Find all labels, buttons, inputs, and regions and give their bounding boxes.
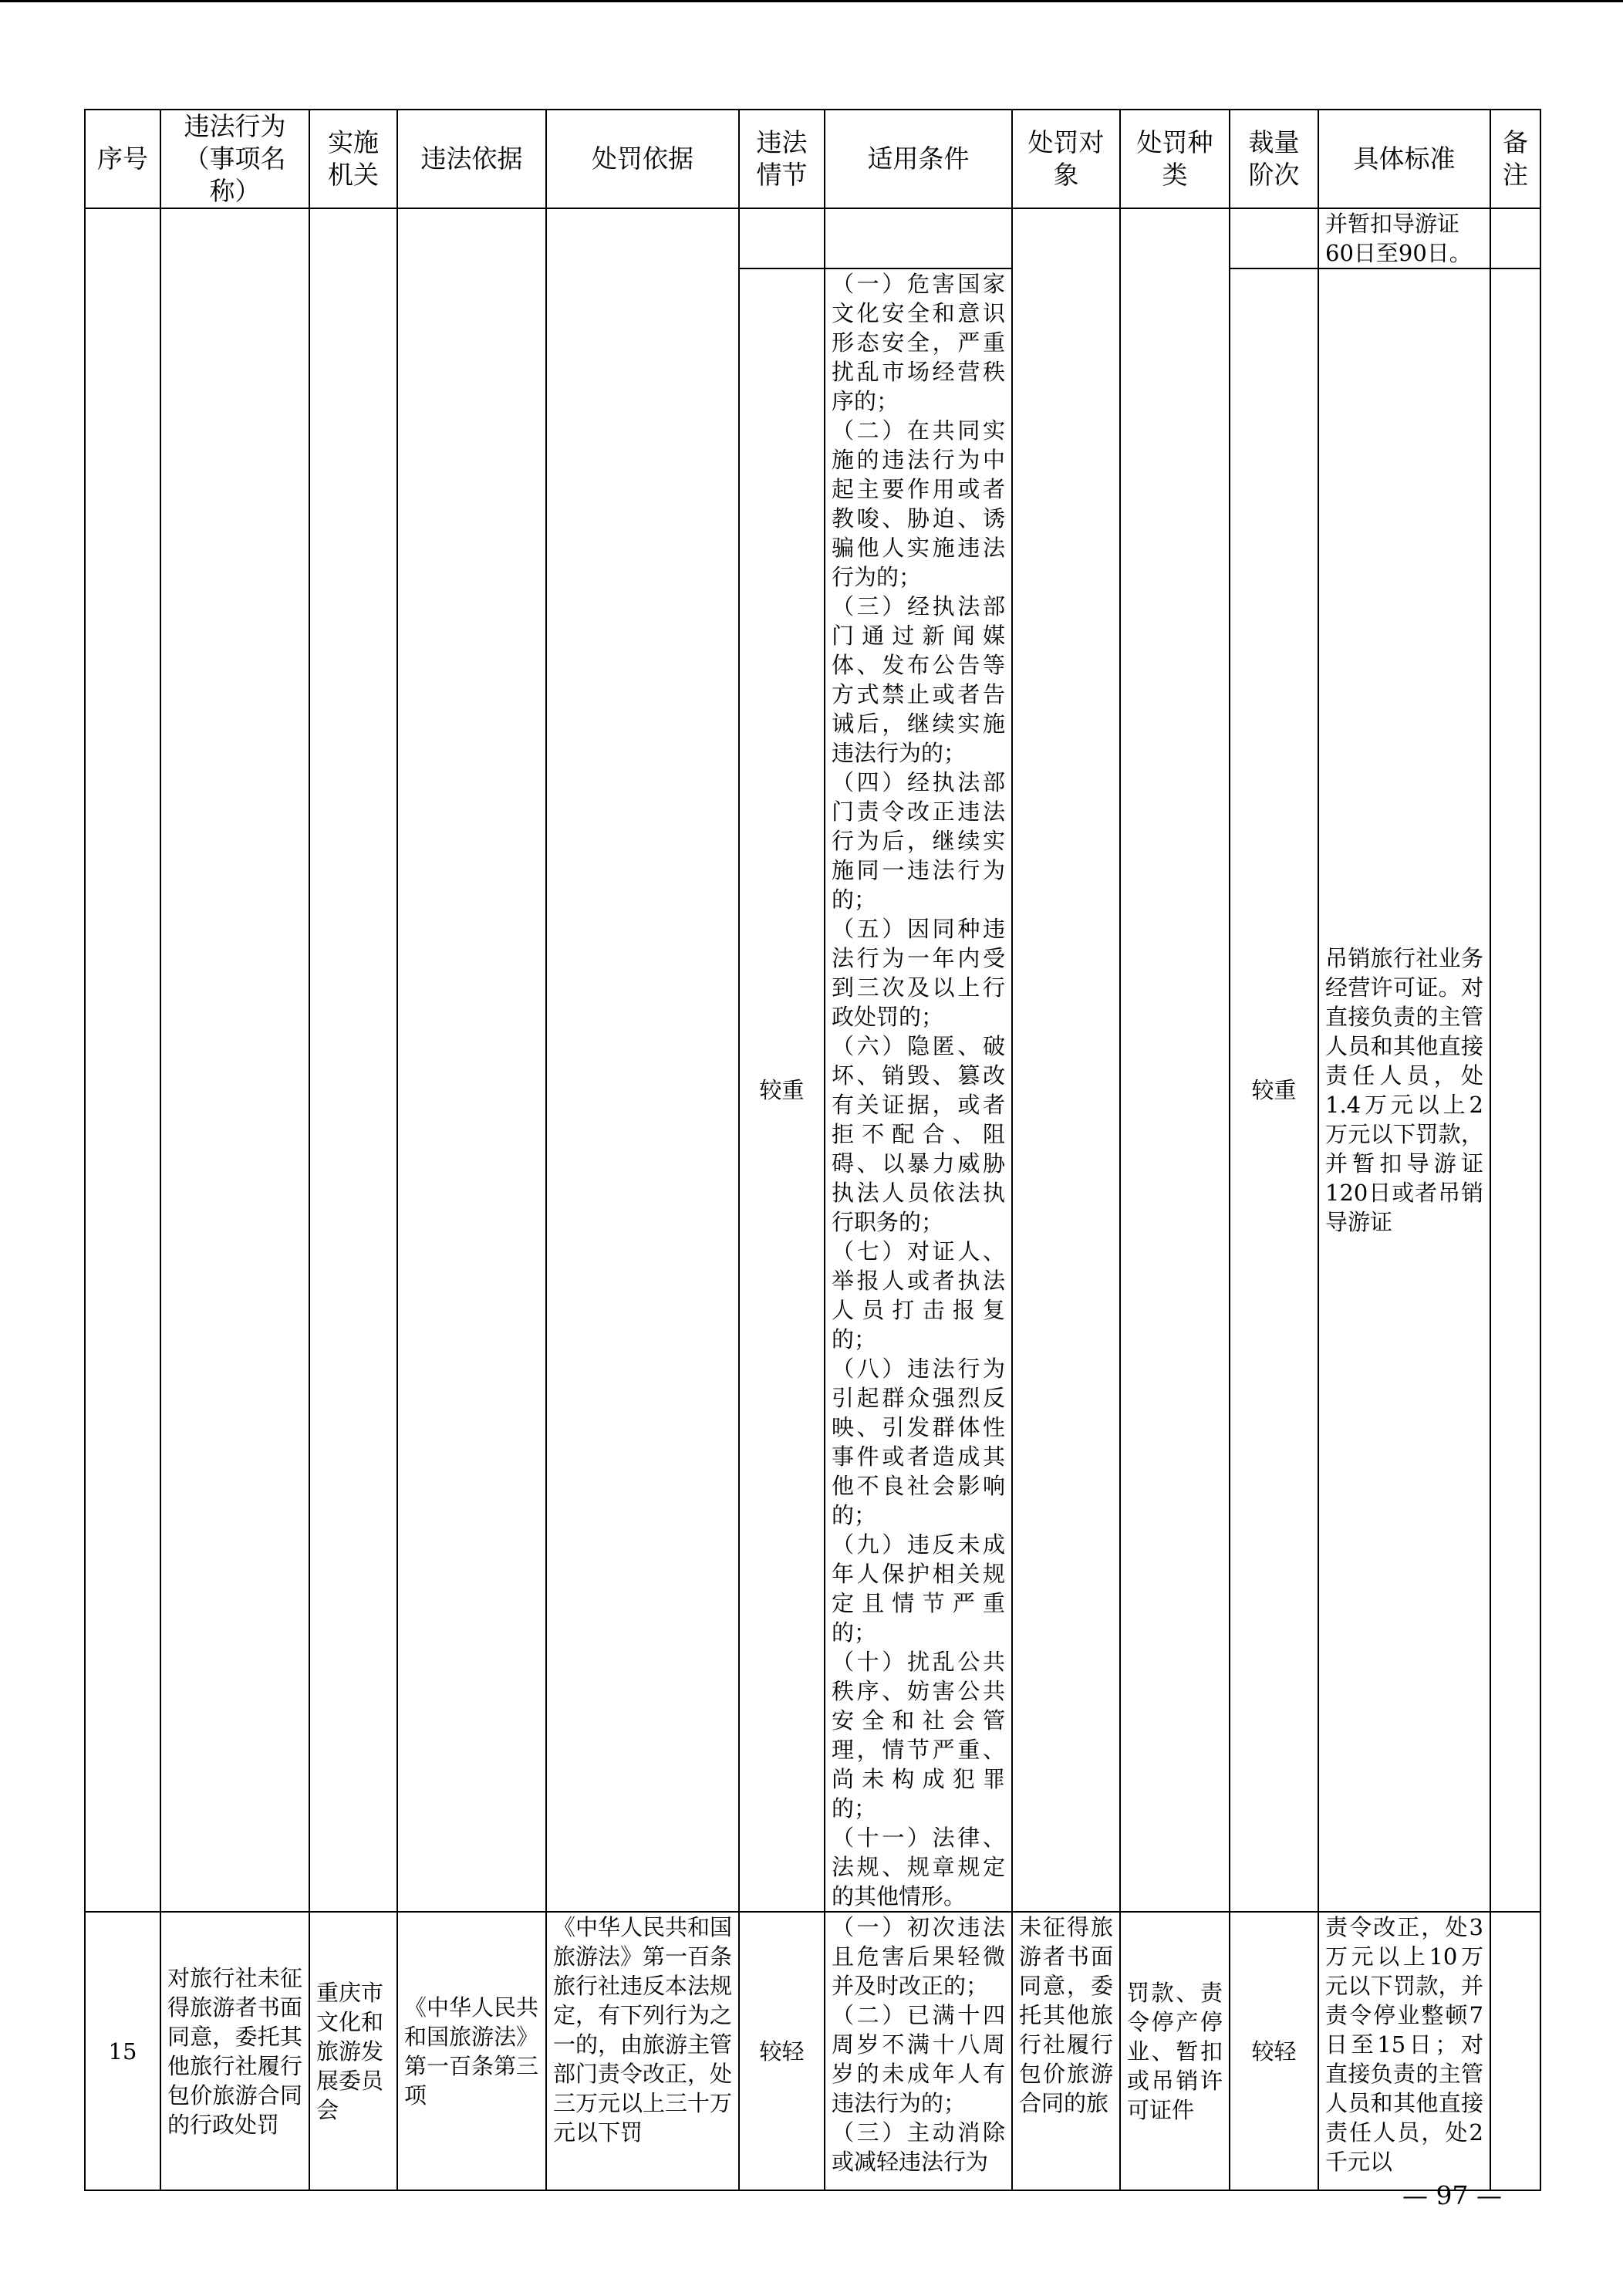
condition-item: （一）初次违法且危害后果轻微并及时改正的； xyxy=(832,1914,1005,1999)
condition-item: （八）违法行为引起群众强烈反映、引发群体性事件或者造成其他不良社会影响的； xyxy=(832,1356,1005,1528)
header-circumstance: 违法情节 xyxy=(739,110,825,208)
condition-item: （七）对证人、举报人或者执法人员打击报复的； xyxy=(832,1238,1005,1352)
condition-item: （四）经执法部门责令改正违法行为后，继续实施同一违法行为的； xyxy=(832,769,1005,913)
condition-item: （一）危害国家文化安全和意识形态安全，严重扰乱市场经营秩序的； xyxy=(832,271,1005,414)
cell-conditions-cont xyxy=(825,208,1012,268)
condition-item: （二）在共同实施的违法行为中起主要作用或者教唆、胁迫、诱骗他人实施违法行为的； xyxy=(832,417,1005,590)
cell-standard-serious: 吊销旅行社业务经营许可证。对直接负责的主管人员和其他直接责任人员，处1.4万元以上2万元以下罚款，并暂扣导游证120日或者吊销导游证 xyxy=(1318,268,1490,1912)
condition-item: （二）已满十四周岁不满十八周岁的未成年人有违法行为的； xyxy=(832,2002,1005,2116)
cell-act-prev xyxy=(160,208,309,1912)
cell-agency-prev xyxy=(309,208,397,1912)
header-target: 处罚对象 xyxy=(1012,110,1120,208)
cell-penalty-type-prev xyxy=(1120,208,1230,1912)
top-border-line xyxy=(0,0,1623,2)
cell-remark-serious xyxy=(1490,268,1540,1912)
cell-level-serious: 较重 xyxy=(1230,268,1318,1912)
header-seq: 序号 xyxy=(85,110,160,208)
table-row-15 xyxy=(85,1912,1540,2190)
header-penalty-basis: 处罚依据 xyxy=(546,110,739,208)
cell-seq-prev xyxy=(85,208,160,1912)
header-violation-basis: 违法依据 xyxy=(397,110,546,208)
header-row xyxy=(85,110,1540,208)
header-act: 违法行为（事项名称） xyxy=(160,110,309,208)
header-agency: 实施机关 xyxy=(309,110,397,208)
cell-remark-15 xyxy=(1490,1912,1540,2190)
cell-level-cont xyxy=(1230,208,1318,268)
cell-remark-cont xyxy=(1490,208,1540,268)
cell-penalty-type-15: 罚款、责令停产停业、暂扣或吊销许可证件 xyxy=(1120,1912,1230,2190)
page-number: — 97 — xyxy=(1402,2180,1502,2210)
cell-level-15: 较轻 xyxy=(1230,1912,1318,2190)
cell-seq-15: 15 xyxy=(85,1912,160,2190)
header-standard: 具体标准 xyxy=(1318,110,1490,208)
cell-target-15: 未征得旅游者书面同意，委托其他旅行社履行包价旅游合同的旅 xyxy=(1012,1912,1120,2190)
condition-item: （六）隐匿、破坏、销毁、篡改有关证据，或者拒不配合、阻碍、以暴力威胁执法人员依法执行职务的； xyxy=(832,1033,1005,1235)
cell-act-15: 对旅行社未征得旅游者书面同意，委托其他旅行社履行包价旅游合同的行政处罚 xyxy=(160,1912,309,2190)
condition-item: （十一）法律、法规、规章规定的其他情形。 xyxy=(832,1825,1005,1909)
condition-item: （三）经执法部门通过新闻媒体、发布公告等方式禁止或者告诫后，继续实施违法行为的； xyxy=(832,593,1005,766)
cell-circumstance-serious: 较重 xyxy=(739,268,825,1912)
header-penalty-type: 处罚种类 xyxy=(1120,110,1230,208)
cell-violation-basis-15: 《中华人民共和国旅游法》第一百条第三项 xyxy=(397,1912,546,2190)
cell-violation-basis-prev xyxy=(397,208,546,1912)
condition-item: （三）主动消除或减轻违法行为 xyxy=(832,2119,1005,2175)
table-row-continued xyxy=(85,208,1540,268)
cell-agency-15: 重庆市文化和旅游发展委员会 xyxy=(309,1912,397,2190)
cell-circumstance-15: 较轻 xyxy=(739,1912,825,2190)
cell-conditions-15 xyxy=(825,1912,1012,2190)
condition-item: （九）违反未成年人保护相关规定且情节严重的； xyxy=(832,1531,1005,1646)
cell-conditions-serious xyxy=(825,268,1012,1912)
cell-penalty-basis-15: 《中华人民共和国旅游法》第一百条 旅行社违反本法规定，有下列行为之一的，由旅游主管部门责令改正，处三万元以上三十万元以下罚 xyxy=(546,1912,739,2190)
condition-item: （十）扰乱公共秩序、妨害公共安全和社会管理，情节严重、尚未构成犯罪的； xyxy=(832,1649,1005,1822)
cell-standard-15: 责令改正，处3万元以上10万元以下罚款，并责令停业整顿7日至15日；对直接负责的主管人员和其他直接责任人员，处2千元以 xyxy=(1318,1912,1490,2190)
condition-item: （五）因同种违法行为一年内受到三次及以上行政处罚的； xyxy=(832,916,1005,1030)
header-conditions: 适用条件 xyxy=(825,110,1012,208)
cell-circumstance-cont xyxy=(739,208,825,268)
cell-penalty-basis-prev xyxy=(546,208,739,1912)
penalty-discretion-table xyxy=(84,109,1541,2191)
header-remark: 备注 xyxy=(1490,110,1540,208)
cell-standard-cont: 并暂扣导游证60日至90日。 xyxy=(1318,208,1490,268)
header-level: 裁量阶次 xyxy=(1230,110,1318,208)
cell-target-prev xyxy=(1012,208,1120,1912)
